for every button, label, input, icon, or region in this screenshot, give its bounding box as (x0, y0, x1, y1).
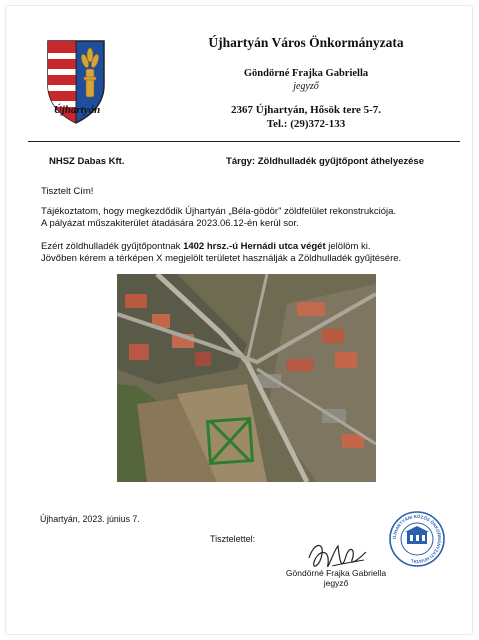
paragraph-2-text: Ezért zöldhulladék gyűjtőpontnak (41, 241, 184, 252)
official-role: jegyző (293, 81, 319, 92)
organization-name: Újhartyán Város Önkormányzata (208, 35, 404, 50)
paragraph-2-line-1 (41, 241, 371, 253)
letter-date: Újhartyán, 2023. június 7. (40, 514, 140, 524)
header-divider (28, 141, 460, 142)
aerial-map-image (117, 274, 376, 482)
crest-town-name: Újhartyán (53, 104, 101, 116)
letter-page (6, 6, 472, 634)
postal-address: 2367 Újhartyán, Hősök tere 5-7. (230, 104, 382, 116)
paragraph-1-line-2: A pályázat műszakiterület átadására 2023.06.12-én kerül sor. (41, 218, 299, 229)
stamp-text: ÚJHARTYÁNI KÖZÖS ÖNKORMÁNYZATI HIVATAL (391, 513, 443, 565)
paragraph-1-line-1: Tájékoztatom, hogy megkezdődik Újhartyán „Béla-gödör" zöldfelület rekonstrukciója. (41, 206, 397, 217)
closing-greeting: Tisztelettel: (210, 534, 256, 544)
official-name: Göndörné Frajka Gabriella (243, 68, 369, 79)
parcel-highlight: 1402 hrsz.-ú Hernádi utca végét (183, 241, 326, 252)
phone-number: Tel.: (29)372-133 (266, 118, 346, 130)
recipient: NHSZ Dabas Kft. (49, 156, 125, 167)
paragraph-2-text-end: jelölöm ki. (325, 241, 371, 252)
subject-line: Tárgy: Zöldhulladék gyűjtőpont áthelyezése (226, 156, 424, 167)
signer-name: Göndörné Frajka Gabriella (285, 568, 387, 578)
official-stamp-icon (388, 510, 446, 568)
salutation: Tisztelt Cím! (41, 186, 94, 197)
paragraph-2-line-2: Jövőben kérem a térképen X megjelölt területet használják a Zöldhulladék gyűjtésére. (41, 253, 402, 264)
signer-role: jegyző (323, 578, 349, 588)
